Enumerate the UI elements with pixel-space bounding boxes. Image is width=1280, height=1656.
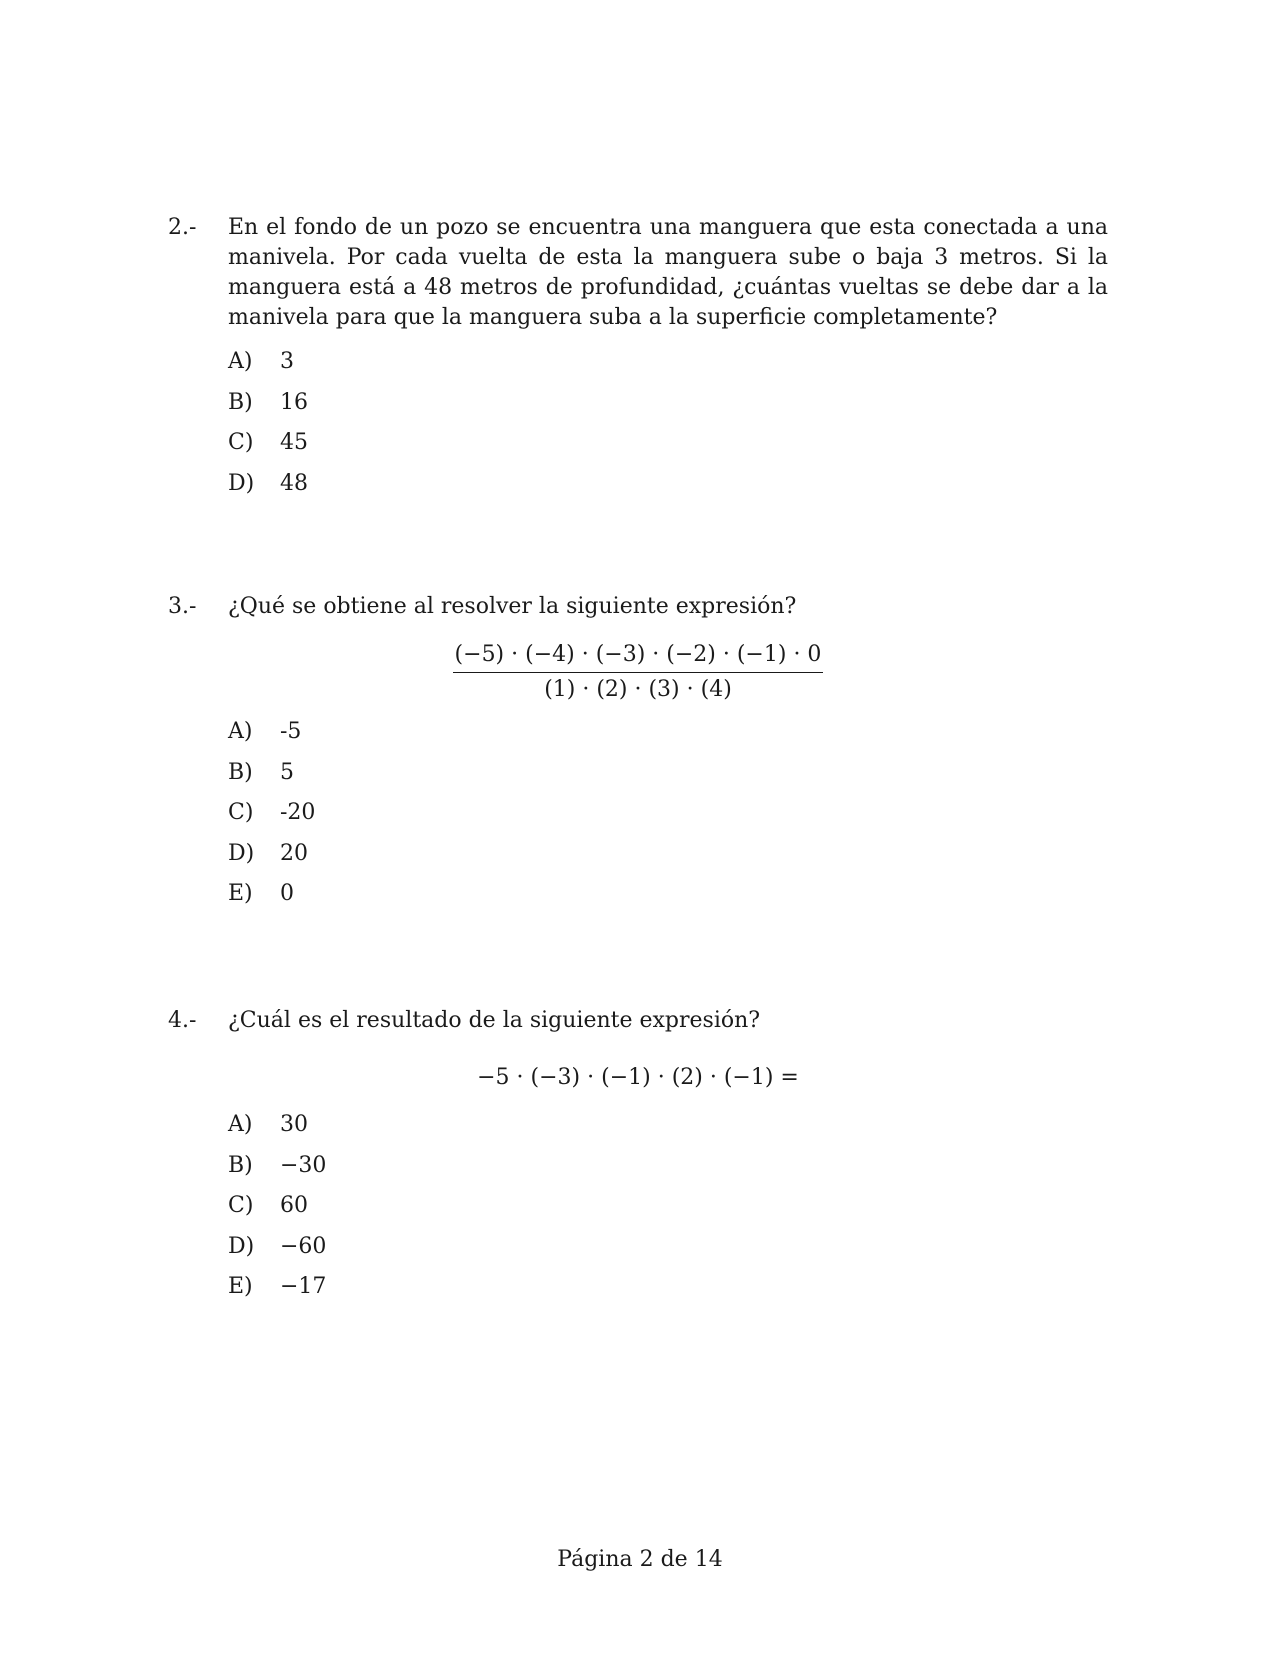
math-expression: −5 · (−3) · (−1) · (2) · (−1) = bbox=[477, 1065, 799, 1090]
option-value: 5 bbox=[280, 759, 294, 785]
option-value: -20 bbox=[280, 800, 316, 825]
option-value: −30 bbox=[280, 1152, 327, 1178]
fraction-expression bbox=[168, 640, 1108, 705]
option-value: 60 bbox=[280, 1193, 308, 1218]
option-value: 0 bbox=[280, 881, 294, 906]
option-value: −17 bbox=[280, 1274, 327, 1299]
question-3 bbox=[168, 592, 1108, 922]
option-value: -5 bbox=[280, 719, 302, 744]
option-letter: D) bbox=[228, 1233, 255, 1259]
question-number: 2.- bbox=[168, 215, 197, 240]
option-letter: E) bbox=[228, 881, 253, 906]
option-value: 16 bbox=[280, 389, 308, 415]
option-value: 30 bbox=[280, 1112, 308, 1137]
option-value: 45 bbox=[280, 430, 308, 455]
option-letter: C) bbox=[228, 800, 254, 825]
question-text: ¿Cuál es el resultado de la siguiente expresión? bbox=[228, 1008, 761, 1033]
option-letter: B) bbox=[228, 1152, 253, 1178]
fraction-denominator: (1) · (2) · (3) · (4) bbox=[544, 677, 732, 702]
option-letter: E) bbox=[228, 1274, 253, 1299]
question-text: En el fondo de un pozo se encuentra una manguera que esta conectada a una manivela. Por cada vuelta de esta la manguera sube o baja 3 metros. Si la manguera está a 48 metros de profundidad, ¿cuántas vueltas se debe dar a la manivela para que la manguera suba a la superficie completamente? bbox=[228, 215, 1108, 330]
question-4 bbox=[168, 1006, 1108, 1306]
option-value: 20 bbox=[280, 840, 308, 866]
question-number: 3.- bbox=[168, 594, 197, 619]
question-2 bbox=[168, 213, 1108, 503]
option-letter: D) bbox=[228, 840, 255, 866]
option-letter: C) bbox=[228, 430, 254, 455]
option-letter: A) bbox=[228, 349, 253, 374]
option-letter: B) bbox=[228, 759, 253, 785]
option-letter: C) bbox=[228, 1193, 254, 1218]
option-letter: A) bbox=[228, 719, 253, 744]
option-value: −60 bbox=[280, 1233, 327, 1259]
question-number: 4.- bbox=[168, 1008, 197, 1033]
option-value: 3 bbox=[280, 349, 294, 374]
option-letter: D) bbox=[228, 470, 255, 496]
option-value: 48 bbox=[280, 470, 308, 496]
fraction-numerator: (−5) · (−4) · (−3) · (−2) · (−1) · 0 bbox=[453, 640, 824, 673]
option-letter: A) bbox=[228, 1112, 253, 1137]
option-letter: B) bbox=[228, 389, 253, 415]
question-text: ¿Qué se obtiene al resolver la siguiente expresión? bbox=[228, 594, 797, 619]
page-footer: Página 2 de 14 bbox=[557, 1547, 723, 1572]
